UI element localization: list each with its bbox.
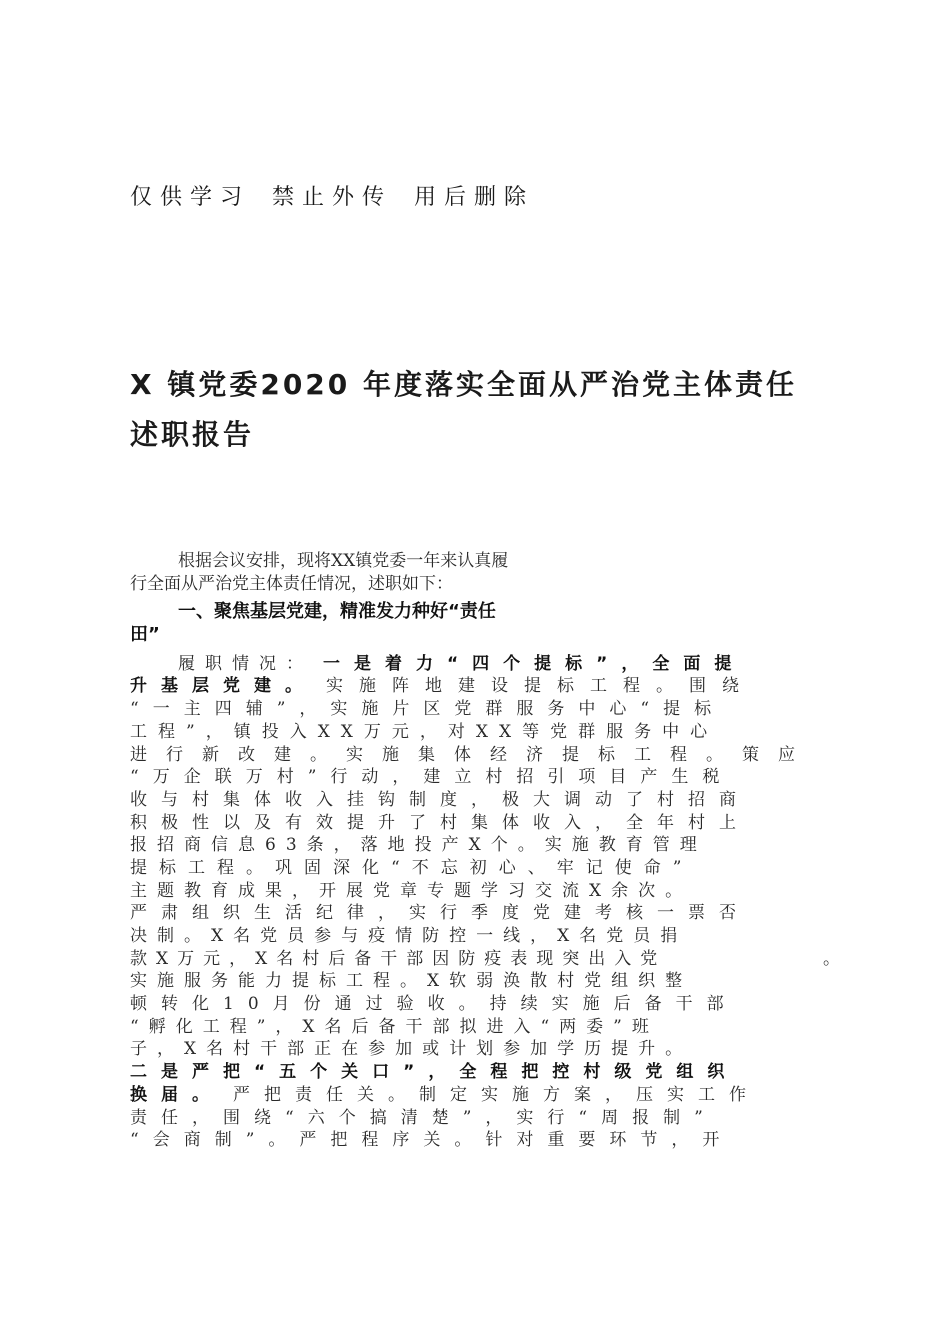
line-text: 实施阵地建设提标工程。围绕 — [326, 676, 755, 697]
overflow-period: 。 — [823, 948, 840, 969]
text-line — [130, 653, 816, 676]
notice-no-distribution: 禁止外传 — [272, 185, 393, 210]
text-line — [130, 948, 840, 971]
line-text: 款X万元，X名村后备干部因防疫表现突出入党 — [130, 948, 667, 969]
point-two-heading: 二是严把“五个关口”，全程把控村级党组织 — [130, 1062, 739, 1083]
point-one-heading: 一是着力“四个提标”，全面提 — [323, 653, 746, 674]
section-heading-1: 一、聚焦基层党建，精准发力种好“责任 — [178, 601, 496, 623]
notice-delete-after-use: 用后删除 — [414, 185, 535, 210]
text-line — [130, 1084, 816, 1107]
point-one-heading-cont: 升基层党建。 — [130, 676, 316, 697]
notice-study-only: 仅供学习 — [130, 185, 251, 210]
text-line: 决制。X名党员参与疫情防控一线，X名党员捐 — [130, 926, 688, 946]
point-two-heading-cont: 换届。 — [130, 1084, 223, 1105]
text-line: 主题教育成果，开展党章专题学习交流X余次。 — [130, 880, 693, 901]
body-text — [130, 550, 840, 1152]
text-line: 责任，围绕“六个搞清楚”，实行“周报制” — [130, 1107, 717, 1128]
confidential-notice — [130, 180, 534, 211]
document-title — [130, 360, 830, 460]
title-line-2: 述职报告 — [130, 418, 255, 451]
text-line: 报招商信息63条，落地投产X个。实施教育管理 — [130, 835, 707, 856]
title-line-1: X 镇党委2020 年度落实全面从严治党主体责任 — [130, 368, 798, 401]
text-line: 进行新改建。实施集体经济提标工程。策应 — [130, 744, 814, 765]
section-heading-1-cont: 田” — [130, 624, 160, 646]
text-line: 严肃组织生活纪律，实行季度党建考核一票否 — [130, 903, 750, 924]
text-line: 收与村集体收入挂钩制度，极大调动了村招商 — [130, 789, 750, 810]
text-line: 实施服务能力提标工程。X软弱涣散村党组织整 — [130, 971, 693, 992]
text-line: 提标工程。巩固深化“不忘初心、牢记使命” — [130, 857, 694, 878]
text-line: “一主四辅”，实施片区党群服务中心“提标 — [130, 699, 726, 720]
text-line — [130, 675, 816, 698]
text-line: “万企联万村”行动，建立村招引项目产生税 — [130, 767, 734, 788]
text-line: “会商制”。严把程序关。针对重要环节，开 — [130, 1130, 734, 1151]
line-text: 严把责任关。制定实施方案，压实工作 — [233, 1084, 760, 1105]
duty-label: 履职情况： — [178, 653, 313, 674]
text-line: 顿转化10月份通过验收。持续实施后备干部 — [130, 994, 738, 1015]
text-line: 积极性以及有效提升了村集体收入，全年村上 — [130, 812, 750, 833]
text-line: 根据会议安排，现将XX镇党委一年来认真履 — [178, 551, 509, 571]
text-line: “孵化工程”，X名后备干部拟进入“两委”班 — [130, 1016, 659, 1037]
text-line: 工程”，镇投入XX万元，对XX等党群服务中心 — [130, 721, 719, 742]
text-line: 行全面从严治党主体责任情况，述职如下： — [130, 573, 453, 594]
text-line: 子，X名村干部正在参加或计划参加学历提升。 — [130, 1039, 693, 1060]
